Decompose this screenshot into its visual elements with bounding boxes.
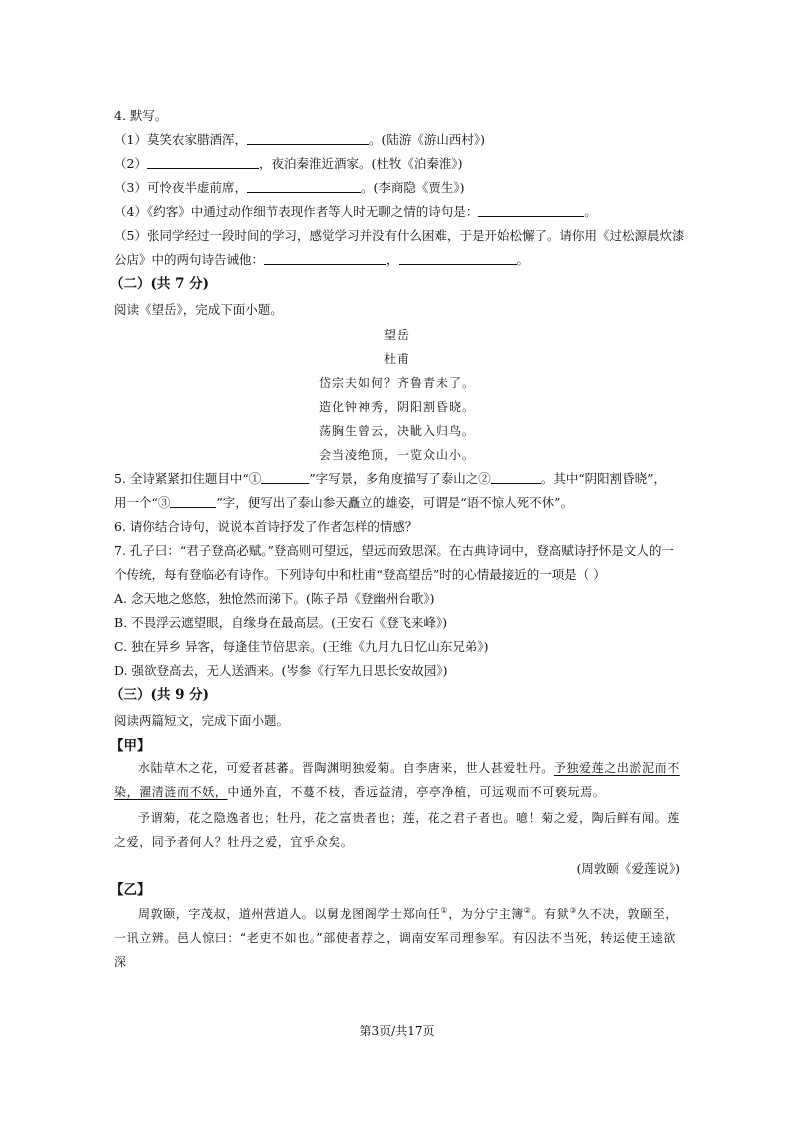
q7-option-d[interactable]: D. 强欲登高去，无人送酒来。(岑参《行军九日思长安故园》) — [114, 663, 448, 678]
q7-option-b[interactable]: B. 不畏浮云遮望眼，自缘身在最高层。(王安石《登飞来峰》) — [114, 615, 448, 630]
footnote-marker: ① — [440, 906, 449, 915]
reading-instruction: 阅读《望岳》，完成下面小题。 — [114, 302, 283, 317]
section-heading: （二）(共 7 分) — [110, 276, 210, 292]
q5-line2: 用一个“③ ”字，便写出了泰山参天矗立的雄姿，可谓是“语不惊人死不休”。 — [114, 495, 574, 510]
q7-option-c[interactable]: C. 独在异乡 异客，每逢佳节倍思亲。(王维《九月九日忆山东兄弟》) — [114, 639, 489, 654]
answer-blank[interactable] — [247, 180, 361, 193]
answer-blank[interactable] — [491, 471, 541, 484]
q4-item-5-line1: （5）张同学经过一段时间的学习，感觉学习并没有什么困难，于是开始松懈了。请你用《过松源晨炊漆 — [114, 228, 685, 243]
q4-item-5-line2: 公店》中的两句诗告诫他： ， 。 — [114, 252, 530, 267]
q4-item-2: （2） ，夜泊秦淮近酒家。(杜牧《泊秦淮》) — [114, 156, 463, 171]
q5-line1: 5. 全诗紧紧扣住题目中“① ”字写景，多角度描写了泰山之② 。其中“阴阳割昏晓”， — [114, 471, 666, 486]
q6: 6. 请你结合诗句，说说本首诗抒发了作者怎样的情感？ — [114, 519, 418, 534]
poem-line: 岱宗夫如何？齐鲁青未了。 — [318, 376, 475, 390]
poem-title: 望岳 — [383, 328, 410, 342]
section-heading: （三）(共 9 分) — [110, 687, 210, 703]
passage-yi-p1: 周敦颐，字茂叔，道州营道人。以舅龙图阁学士郑向任①，为分宁主簿②。有狱③久不决，敦颐至，一讯立辨。邑人惊曰：“老吏不如也。”部使者荐之，调南安军司理参军。有囚法不当死，转运使王逵欲深 — [114, 906, 678, 969]
q4-item-4: （4）《约客》中通过动作细节表现作者等人时无聊之情的诗句是： 。 — [114, 204, 597, 219]
answer-blank[interactable] — [261, 471, 309, 484]
poem-line: 造化钟神秀，阴阳割昏晓。 — [318, 400, 475, 414]
q7-line2: 个传统，每有登临必有诗作。下列诗句中和杜甫“登高望岳”时的心情最接近的一项是（ ） — [114, 567, 606, 582]
q4-title: 4. 默写。 — [114, 108, 168, 123]
answer-blank[interactable] — [399, 252, 517, 265]
passage-jia-p1: 水陆草木之花，可爱者甚蕃。晋陶渊明独爱菊。自李唐来，世人甚爱牡丹。予独爱莲之出淤泥而不染，濯清涟而不妖，中通外直，不蔓不枝，香远益清，亭亭净植，可远观而不可亵玩焉。 — [114, 761, 680, 799]
answer-blank[interactable] — [264, 252, 386, 265]
answer-blank[interactable] — [247, 132, 369, 145]
poem-line: 会当凌绝顶，一览众山小。 — [318, 448, 475, 462]
page-number: 第3页/共17页 — [359, 1024, 435, 1038]
poem-line: 荡胸生曾云，决眦入归鸟。 — [318, 424, 475, 438]
passage-label-jia: 【甲】 — [110, 738, 151, 754]
passage-label-yi: 【乙】 — [110, 882, 151, 898]
footnote-marker: ③ — [569, 906, 578, 915]
reading-instruction: 阅读两篇短文，完成下面小题。 — [114, 713, 290, 728]
passage-jia-p2: 予谓菊，花之隐逸者也；牡丹，花之富贵者也；莲，花之君子者也。噫！菊之爱，陶后鲜有闻。莲之爱，同予者何人？牡丹之爱，宜乎众矣。 — [114, 811, 680, 849]
answer-blank[interactable] — [478, 204, 584, 217]
q7-option-a[interactable]: A. 念天地之悠悠，独怆然而涕下。(陈子昂《登幽州台歌》) — [114, 591, 435, 606]
poem-author: 杜甫 — [383, 352, 410, 366]
answer-blank[interactable] — [170, 495, 216, 508]
underlined-sentence: 予独爱莲之出淤泥而不染，濯清涟而不妖， — [114, 761, 680, 799]
q4-item-1: （1）莫笑农家腊酒浑， 。(陆游《游山西村》) — [114, 132, 485, 147]
footnote-marker: ② — [523, 906, 532, 915]
q4-item-3: （3）可怜夜半虚前席， 。(李商隐《贾生》) — [114, 180, 465, 195]
q7-line1: 7. 孔子曰：“君子登高必赋。”登高则可望远，望远而致思深。在古典诗词中，登高赋诗抒怀是文人的一 — [114, 543, 674, 558]
answer-blank[interactable] — [147, 156, 259, 169]
passage-source: (周敦颐《爱莲说》) — [576, 861, 680, 876]
